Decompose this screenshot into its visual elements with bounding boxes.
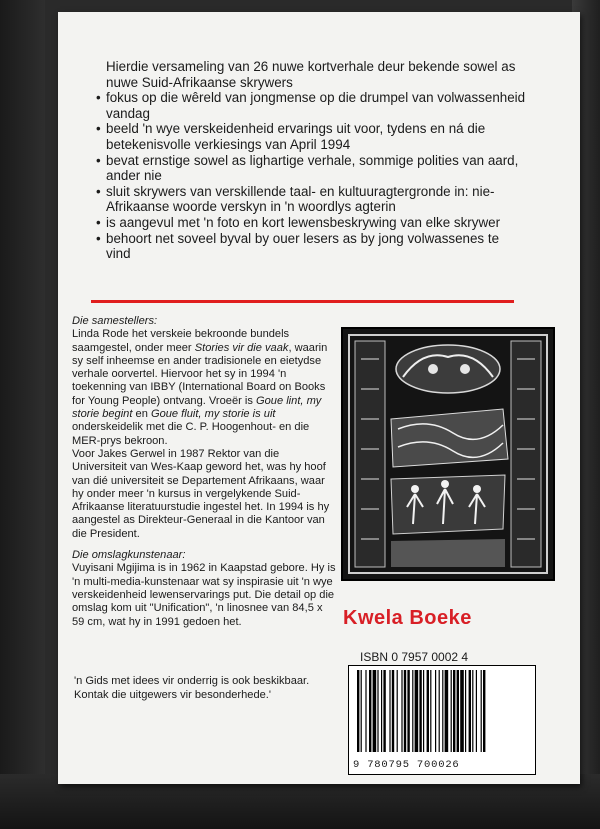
barcode	[348, 665, 536, 775]
guide-text: 'n Gids met idees vir onderrig is ook beskikbaar. Kontak die uitgewers vir besonderhede.'	[74, 675, 310, 701]
feature-list	[106, 90, 526, 262]
teaching-guide-note	[74, 675, 334, 702]
feature-item: • beeld 'n wye verskeidenheid ervarings uit voor, tydens en ná die betekenisvolle verkiesings van April 1994	[106, 121, 526, 152]
feature-item: • sluit skrywers van verskillende taal- en kultuuragtergronde in: nie-Afrikaanse woorde verskyn in 'n woordlys agterin	[106, 184, 526, 215]
artist-bio: Vuyisani Mgijima is in 1962 in Kaapstad gebore. Hy is 'n multi-media-kunstenaar wat sy inspirasie uit 'n wye verskeidenheid lewenservarings put. Die detail op die omslag kom uit "Unification", 'n linosnee van 84,5 x 59 cm, wat hy in 1991 gedoen het.	[72, 562, 336, 628]
gerwel-bio: Voor Jakes Gerwel in 1987 Rektor van die Universiteit van Wes-Kaap geword het, was hy hoof van dié universiteit se Departement Afrikaans, waar hy onder meer 'n kursus in vergelykende Suid-Afrikaanse literatuurstudie ingestel het. In 1994 is hy aangestel as Direkteur-Generaal in die Kantoor van die President.	[72, 447, 330, 540]
intro-block	[106, 59, 526, 262]
rode-bio: Linda Rode het verskeie bekroonde bundels saamgestel, onder meer Stories vir die vaak, waarin sy self inheemse en ander tradisionele en eietydse verhale oorvertel. Hiervoor het sy in 1994 'n toekenning van IBBY (International Board on Books for Young People) ontvang. Vroeër is Goue lint, my storie begint en Goue fluit, my storie is uit onderskeidelik met die C. P. Hoogenhout- en die MER-prys bekroon.	[72, 328, 328, 447]
book-back-cover	[58, 12, 580, 784]
publisher-name: Kwela Boeke	[343, 607, 472, 629]
bio-column	[72, 315, 337, 629]
barcode-bars	[349, 666, 535, 754]
feature-item: • bevat ernstige sowel as lighartige verhale, sommige polities van aard, ander nie	[106, 153, 526, 184]
isbn-number: ISBN 0 7957 0002 4	[360, 650, 469, 664]
linocut-artwork-image	[341, 327, 555, 581]
feature-item: • behoort net soveel byval by ouer lesers as by jong volwassenes te vind	[106, 231, 526, 262]
artist-heading: Die omslagkunstenaar:	[72, 549, 186, 562]
feature-item: • is aangevul met 'n foto en kort lewensbeskrywing van elke skrywer	[106, 215, 526, 231]
red-divider	[91, 300, 514, 303]
barcode-number: 9 780795 700026	[353, 759, 460, 771]
background-shadow-left	[0, 0, 45, 829]
intro-lead: Hierdie versameling van 26 nuwe kortverhale deur bekende sowel as nuwe Suid-Afrikaanse skrywers	[106, 59, 516, 90]
compilers-heading: Die samestellers:	[72, 315, 158, 327]
feature-item: • fokus op die wêreld van jongmense op die drumpel van volwassenheid vandag	[106, 90, 526, 121]
